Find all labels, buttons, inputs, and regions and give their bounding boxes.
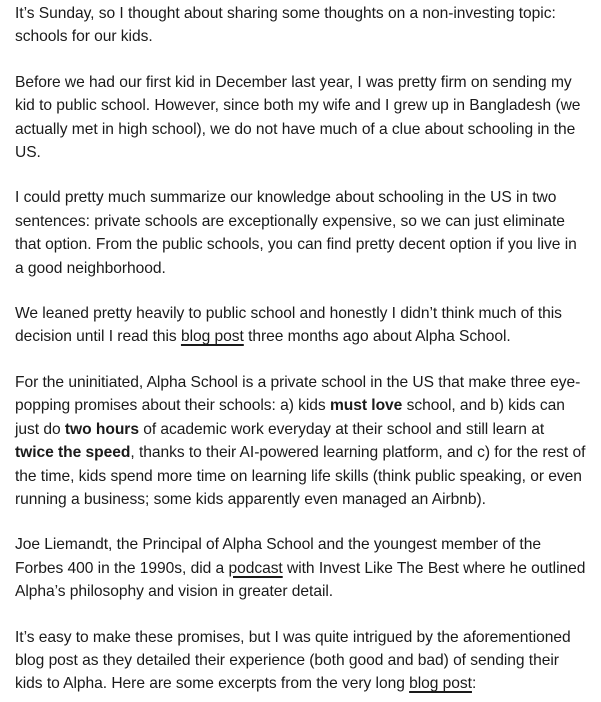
paragraph-excerpts xyxy=(15,626,586,696)
paragraph-background xyxy=(15,71,586,165)
paragraph-text: with Invest Like The Best where he outlined Alpha’s philosophy and vision in greater detail. xyxy=(15,559,586,601)
paragraph-text: school, and b) kids can just do xyxy=(15,397,565,438)
paragraph-text: It’s easy to make these promises, but I was quite intrigued by the aforementioned blog post as they detailed their experience (both good and bad) of sending their kids to Alpha. Here are some excerpts from the very long xyxy=(15,628,571,693)
blog-post-link-2[interactable]: blog post xyxy=(409,675,472,693)
emphasis-must-love: must love xyxy=(329,397,403,415)
paragraph-decision xyxy=(15,302,586,349)
emphasis-two-hours: two hours xyxy=(64,420,139,438)
paragraph-text: For the uninitiated, Alpha School is a private school in the US that make three eye-popping promises about their schools: a) kids xyxy=(15,373,581,415)
paragraph-intro xyxy=(15,2,586,49)
article-body xyxy=(0,2,586,696)
paragraph-text: Joe Liemandt, the Principal of Alpha School and the youngest member of the Forbes 400 in the 1990s, did a xyxy=(15,536,541,577)
blog-post-link[interactable]: blog post xyxy=(180,328,244,346)
paragraph-knowledge xyxy=(15,186,586,280)
paragraph-text: We leaned pretty heavily to public school and honestly I didn’t think much of this decision until I read this xyxy=(15,305,562,346)
paragraph-podcast xyxy=(15,533,586,603)
paragraph-alpha-promises xyxy=(15,371,586,511)
podcast-link[interactable]: podcast xyxy=(228,559,283,577)
paragraph-text: : xyxy=(471,675,477,693)
paragraph-text: , thanks to their AI-powered learning platform, and c) for the rest of the time, kids spend more time on learning life skills (think public speaking, or even running a business; some kids apparently even managed an Airbnb). xyxy=(15,444,586,508)
emphasis-twice-the-speed: twice the speed xyxy=(15,444,131,462)
paragraph-text: Before we had our first kid in December last year, I was pretty firm on sending my kid to public school. However, since both my wife and I grew up in Bangladesh (we actually met in high school), we do not have much of a clue about schooling in the US. xyxy=(15,73,581,162)
paragraph-text: of academic work everyday at their school and still learn at xyxy=(138,420,545,438)
paragraph-text: It’s Sunday, so I thought about sharing some thoughts on a non-investing topic: schools for our kids. xyxy=(15,5,556,46)
paragraph-text: three months ago about Alpha School. xyxy=(243,328,511,346)
paragraph-text: I could pretty much summarize our knowledge about schooling in the US in two sentences: private schools are exceptionally expensive, so we can just eliminate that option. From the public schools, you can find pretty decent option if you live in a good neighborhood. xyxy=(15,189,577,277)
